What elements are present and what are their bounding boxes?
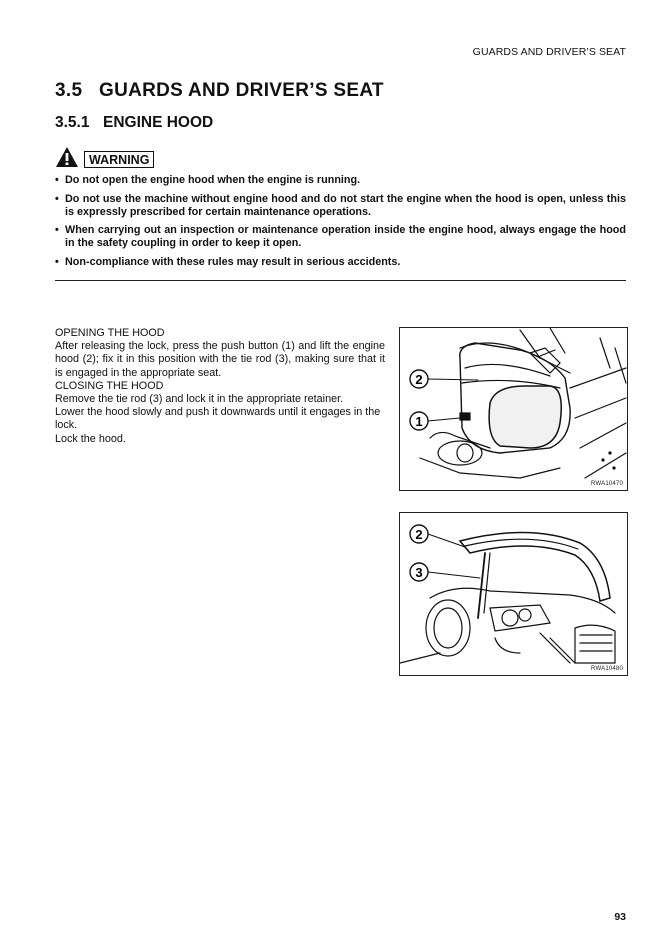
figure-code: RWA10480 (591, 666, 623, 672)
section-divider (55, 280, 626, 281)
svg-text:3: 3 (415, 565, 423, 580)
subsection-number: 3.5.1 (55, 114, 90, 131)
closing-line: Lock the hood. (55, 432, 126, 445)
section-heading (55, 80, 384, 102)
warning-list (55, 174, 626, 274)
svg-text:2: 2 (415, 372, 423, 387)
subsection-heading (55, 114, 213, 132)
svg-text:2: 2 (415, 527, 423, 542)
figure-hood-closed (399, 327, 628, 491)
section-number: 3.5 (55, 80, 83, 101)
closing-title: CLOSING THE HOOD (55, 379, 164, 392)
warning-item: • Do not open the engine hood when the engine is running. (55, 174, 626, 187)
subsection-title: ENGINE HOOD (103, 114, 214, 131)
svg-text:1: 1 (415, 414, 423, 429)
opening-title: OPENING THE HOOD (55, 327, 165, 339)
running-header: GUARDS AND DRIVER’S SEAT (472, 46, 626, 58)
warning-label: WARNING (84, 151, 154, 168)
figure-hood-open (399, 512, 628, 676)
warning-triangle-icon (55, 146, 79, 173)
hood-closed-illustration (400, 328, 627, 490)
callout-3 (410, 563, 428, 581)
opening-text: After releasing the lock, press the push button (1) and lift the engine hood (2); fix it in this position with the tie rod (3), making sure that it is engaged in the appropriate seat. (55, 340, 385, 379)
hood-open-illustration (400, 513, 627, 675)
figure-code: RWA10470 (591, 481, 623, 487)
callout-2 (410, 525, 428, 543)
warning-header (55, 146, 154, 173)
callout-1 (410, 412, 428, 430)
closing-line: Remove the tie rod (3) and lock it in the appropriate retainer. (55, 393, 344, 406)
warning-item: • Do not use the machine without engine hood and do not start the engine when the hood is open, unless this is expressly prescribed for certain maintenance operations. (55, 193, 626, 219)
instructions (55, 327, 385, 446)
callout-2 (410, 370, 428, 388)
section-title: GUARDS AND DRIVER’S SEAT (99, 80, 384, 101)
closing-line: Lower the hood slowly and push it downwards until it engages in the lock. (55, 406, 381, 432)
warning-item: • When carrying out an inspection or maintenance operation inside the engine hood, always engage the hood in the safety coupling in order to keep it open. (55, 224, 626, 250)
warning-item: • Non-compliance with these rules may result in serious accidents. (55, 256, 626, 269)
page-number: 93 (614, 911, 626, 923)
